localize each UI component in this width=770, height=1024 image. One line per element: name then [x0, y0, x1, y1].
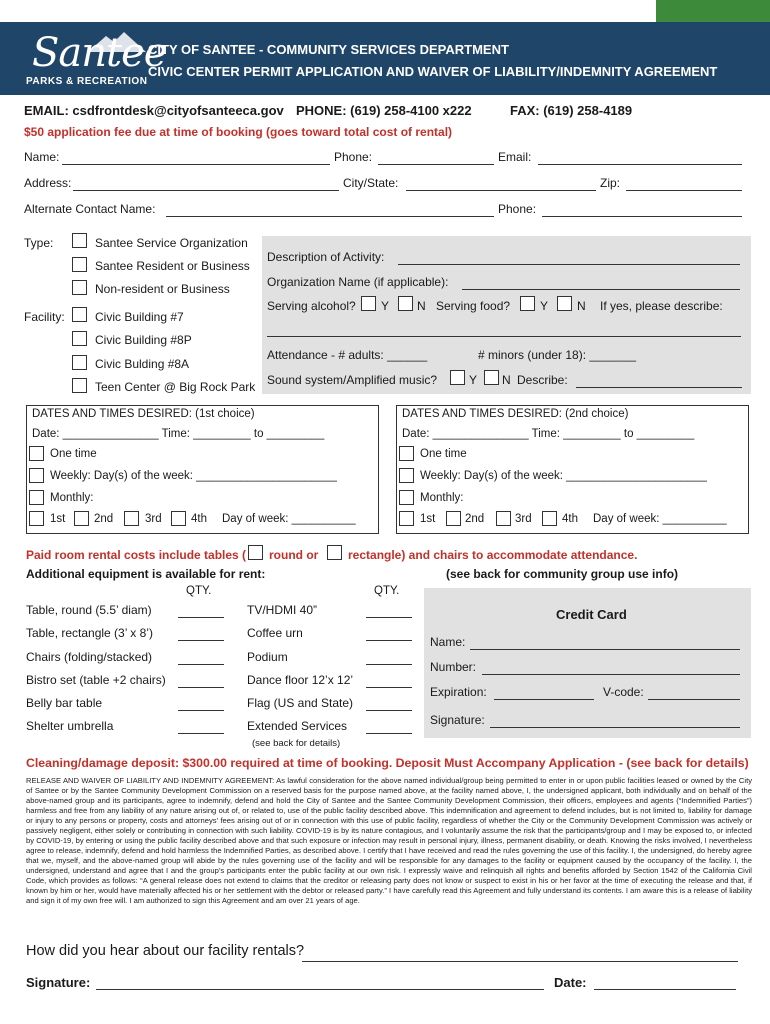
type-label: Type: — [24, 236, 54, 250]
first-week-1st-checkbox[interactable] — [29, 511, 44, 526]
paid-note-a: Paid room rental costs include tables ( — [26, 548, 247, 562]
credit-card-title: Credit Card — [556, 607, 627, 622]
week-label: 4th — [191, 513, 207, 525]
day-of-week-label: Day of week: __________ — [593, 513, 727, 525]
first-week-3rd-checkbox[interactable] — [124, 511, 139, 526]
type-checkbox-nonresident[interactable] — [72, 280, 87, 295]
qty-field[interactable] — [366, 640, 412, 641]
minors-label: # minors (under 18): _______ — [478, 348, 637, 362]
adults-label: Attendance - # adults: ______ — [267, 348, 428, 362]
week-label: 3rd — [145, 513, 162, 525]
sound-yes-checkbox[interactable] — [450, 370, 465, 385]
qty-field[interactable] — [366, 687, 412, 688]
qty-field[interactable] — [178, 640, 224, 641]
no-label: N — [577, 299, 586, 313]
facility-checkbox-teen-center[interactable] — [72, 378, 87, 393]
logo-subtitle: PARKS & RECREATION — [26, 76, 148, 87]
deposit-note: Cleaning/damage deposit: $300.00 required at time of booking. Deposit Must Accompany Application - (see back for details) — [26, 756, 749, 770]
signature-label: Signature: — [26, 975, 91, 990]
qty-field[interactable] — [178, 687, 224, 688]
facility-option-label: Teen Center @ Big Rock Park — [95, 380, 256, 394]
qty-field[interactable] — [366, 617, 412, 618]
fee-note: $50 application fee due at time of booking (goes toward total cost of rental) — [24, 125, 453, 139]
equipment-item: TV/HDMI 40” — [247, 603, 318, 617]
paid-note-c: rectangle) and chairs to accommodate attendance. — [348, 548, 638, 562]
yes-label: Y — [381, 299, 390, 313]
second-week-1st-checkbox[interactable] — [399, 511, 414, 526]
zip-label: Zip: — [600, 176, 621, 190]
week-label: 4th — [562, 513, 578, 525]
qty-header-right: QTY. — [374, 585, 400, 597]
equipment-item: Extended Services — [247, 719, 348, 733]
first-onetime-checkbox[interactable] — [29, 446, 44, 461]
alcohol-no-checkbox[interactable] — [398, 296, 413, 311]
contact-fax: FAX: (619) 258-4189 — [510, 103, 633, 118]
dates-second-date-line[interactable]: Date: _______________ Time: _________ to _________ — [402, 428, 695, 440]
cc-vcode-label: V-code: — [603, 685, 644, 699]
second-week-4th-checkbox[interactable] — [542, 511, 557, 526]
first-weekly-checkbox[interactable] — [29, 468, 44, 483]
facility-label: Facility: — [24, 310, 65, 324]
email-field[interactable] — [538, 164, 742, 165]
citystate-field[interactable] — [406, 190, 596, 191]
second-onetime-checkbox[interactable] — [399, 446, 414, 461]
food-label: Serving food? — [436, 299, 511, 313]
address-field[interactable] — [73, 190, 339, 191]
cc-number-field[interactable] — [482, 674, 740, 675]
description-field[interactable] — [398, 264, 740, 265]
first-week-4th-checkbox[interactable] — [171, 511, 186, 526]
additional-equipment-label: Additional equipment is available for rent: — [26, 567, 266, 581]
org-field[interactable] — [462, 289, 740, 290]
contact-email: EMAIL: csdfrontdesk@cityofsanteeca.gov — [24, 103, 284, 118]
header-accent-bar — [656, 0, 770, 22]
cc-number-label: Number: — [430, 660, 477, 674]
dates-first-date-line[interactable]: Date: _______________ Time: _________ to _________ — [32, 428, 325, 440]
equipment-item: Shelter umbrella — [26, 719, 114, 733]
day-of-week-label: Day of week: __________ — [222, 513, 356, 525]
sound-no-checkbox[interactable] — [484, 370, 499, 385]
facility-option-label: Civic Bulding #8A — [95, 357, 190, 371]
form-title: CIVIC CENTER PERMIT APPLICATION AND WAIVER OF LIABILITY/INDEMNITY AGREEMENT — [148, 64, 718, 79]
weekly-label: Weekly: Day(s) of the week: ______________________ — [50, 470, 337, 482]
phone-field[interactable] — [378, 164, 494, 165]
qty-field[interactable] — [366, 733, 412, 734]
date-label: Date: — [554, 975, 587, 990]
type-option-label: Santee Resident or Business — [95, 259, 250, 273]
onetime-label: One time — [420, 448, 467, 460]
yes-label: Y — [469, 373, 478, 387]
food-yes-checkbox[interactable] — [520, 296, 535, 311]
qty-field[interactable] — [366, 710, 412, 711]
equipment-item: Table, round (5.5’ diam) — [26, 603, 152, 617]
second-week-3rd-checkbox[interactable] — [496, 511, 511, 526]
equipment-item: Flag (US and State) — [247, 696, 354, 710]
cc-name-label: Name: — [430, 635, 466, 649]
alcohol-label: Serving alcohol? — [267, 299, 356, 313]
equipment-item: Chairs (folding/stacked) — [26, 650, 153, 664]
alt-contact-field[interactable] — [166, 216, 494, 217]
contact-phone: PHONE: (619) 258-4100 x222 — [296, 103, 472, 118]
qty-field[interactable] — [178, 617, 224, 618]
dates-first-title: DATES AND TIMES DESIRED: (1st choice) — [32, 408, 255, 420]
facility-option-label: Civic Building #7 — [95, 310, 184, 324]
type-option-label: Non-resident or Business — [95, 282, 230, 296]
first-week-2nd-checkbox[interactable] — [74, 511, 89, 526]
cc-expiration-label: Expiration: — [430, 685, 487, 699]
description-label: Description of Activity: — [267, 250, 385, 264]
org-label: Organization Name (if applicable): — [267, 275, 449, 289]
facility-checkbox-8a[interactable] — [72, 355, 87, 370]
paid-note-b: round or — [269, 548, 319, 562]
equipment-item: Bistro set (table +2 chairs) — [26, 673, 166, 687]
food-description-field[interactable] — [267, 336, 741, 337]
alcohol-yes-checkbox[interactable] — [361, 296, 376, 311]
no-label: N — [502, 373, 511, 387]
yes-label: Y — [540, 299, 549, 313]
first-monthly-checkbox[interactable] — [29, 490, 44, 505]
community-group-note: (see back for community group use info) — [446, 567, 679, 581]
how-heard-label: How did you hear about our facility rentals? — [26, 943, 305, 959]
round-table-checkbox[interactable] — [248, 545, 263, 560]
week-label: 3rd — [515, 513, 532, 525]
equipment-item: Coffee urn — [247, 626, 303, 640]
alt-phone-label: Phone: — [498, 202, 537, 216]
department-title: CITY OF SANTEE - COMMUNITY SERVICES DEPARTMENT — [148, 42, 509, 57]
zip-field[interactable] — [626, 190, 742, 191]
qty-header-left: QTY. — [186, 585, 212, 597]
type-checkbox-service-org[interactable] — [72, 233, 87, 248]
cc-signature-field[interactable] — [490, 727, 740, 728]
week-label: 1st — [50, 513, 66, 525]
equipment-item: Table, rectangle (3’ x 8’) — [26, 626, 153, 640]
onetime-label: One time — [50, 448, 97, 460]
facility-option-label: Civic Building #8P — [95, 333, 192, 347]
monthly-label: Monthly: — [420, 492, 464, 504]
cc-expiration-field[interactable] — [494, 699, 594, 700]
how-heard-field[interactable] — [302, 961, 738, 962]
facility-checkbox-8p[interactable] — [72, 331, 87, 346]
qty-field[interactable] — [178, 733, 224, 734]
alt-phone-field[interactable] — [542, 216, 742, 217]
cc-signature-label: Signature: — [430, 713, 485, 727]
phone-label: Phone: — [334, 150, 373, 164]
address-label: Address: — [24, 176, 72, 190]
citystate-label: City/State: — [343, 176, 399, 190]
see-back-details: (see back for details) — [252, 738, 341, 749]
dates-second-title: DATES AND TIMES DESIRED: (2nd choice) — [402, 408, 629, 420]
qty-field[interactable] — [178, 664, 224, 665]
describe-if-yes-label: If yes, please describe: — [600, 299, 723, 313]
qty-field[interactable] — [366, 664, 412, 665]
alt-contact-label: Alternate Contact Name: — [24, 202, 156, 216]
week-label: 2nd — [94, 513, 114, 525]
week-label: 1st — [420, 513, 436, 525]
santee-logo: Santee — [32, 30, 167, 76]
date-field[interactable] — [594, 989, 736, 990]
equipment-item: Dance floor 12’x 12’ — [247, 673, 354, 687]
name-label: Name: — [24, 150, 60, 164]
type-checkbox-resident[interactable] — [72, 257, 87, 272]
rectangle-table-checkbox[interactable] — [327, 545, 342, 560]
weekly-label: Weekly: Day(s) of the week: ______________________ — [420, 470, 707, 482]
sound-describe-field[interactable] — [576, 387, 742, 388]
qty-field[interactable] — [178, 710, 224, 711]
sound-label: Sound system/Amplified music? — [267, 373, 438, 387]
email-label: Email: — [498, 150, 532, 164]
no-label: N — [417, 299, 426, 313]
second-monthly-checkbox[interactable] — [399, 490, 414, 505]
type-option-label: Santee Service Organization — [95, 236, 248, 250]
facility-checkbox-7[interactable] — [72, 307, 87, 322]
food-no-checkbox[interactable] — [557, 296, 572, 311]
second-weekly-checkbox[interactable] — [399, 468, 414, 483]
equipment-item: Belly bar table — [26, 696, 103, 710]
second-week-2nd-checkbox[interactable] — [446, 511, 461, 526]
equipment-item: Podium — [247, 650, 288, 664]
signature-field[interactable] — [96, 989, 544, 990]
week-label: 2nd — [465, 513, 485, 525]
waiver-text: RELEASE AND WAIVER OF LIABILITY AND INDEMNITY AGREEMENT: As lawful consideration for the above named individual/group being permitted to enter in or upon public facilities leased or owned by the City of Santee or by the Santee Community Development Commission on a reserved basis for the purpose named above, at the facility named above, I, the undersigned applicant, both individually and on behalf of the above-named group and its participants, agree to indemnify, defend and hold the City of Santee and the Santee Community Development Commission, their officers, employees and agents (“Indemnified Parties”) harmless and free from any liability of any nature arising out of, or related to, use of the public facility described above. This indemnification and agreement to defend includes, but is not limited to, liability for damage or injury to any persons or property, costs and attorneys’ fees arising out of or in connection with this use of public facility, regardless of whether the City or the Community Development Commission was actively or passively negligent, either solely or contributing in connection with such liability. COVID-19 is by its nature contagious, and I voluntarily assume the risk that the participants/group and I may be exposed to, or infected by COVID-19, by entering or using the public facility described above and that such exposure or infection may result in personal injury, illness, permanent disability, or death. Knowing the risks involved, I nevertheless agree to release, indemnify, defend and hold harmless the Indemnified Parties, as described above. I certify that I have received and read the rules governing the use of this facility. I, the undersigned, do hereby agree that we, myself, and the above-named group will abide by the rules governing use of the facility and will be responsible for any damages to the facility or equipment caused by the occupancy of the facility. I, the undersigned, understand and agree that I and the group’s participants enter the public facility at our own risk. I expressly waive and relinquish all rights and benefits afforded by Section 1542 of the California Civil Code, which provides as follows: “A general release does not extend to claims that the creditor or releasing party does not know or suspect to exist in his or her favor at the time of executing the release and that, if known by him or her, would have materially affected his or her settlement with the debtor or released party.” I have carefully read this Agreement and fully understand its contents. I am aware this is a release of liability and sign it of my own free will. I am authorized to sign this Agreement and am over 21 years of age. — [26, 776, 752, 905]
name-field[interactable] — [62, 164, 330, 165]
monthly-label: Monthly: — [50, 492, 94, 504]
cc-vcode-field[interactable] — [648, 699, 740, 700]
sound-describe-label: Describe: — [517, 373, 568, 387]
cc-name-field[interactable] — [470, 649, 740, 650]
